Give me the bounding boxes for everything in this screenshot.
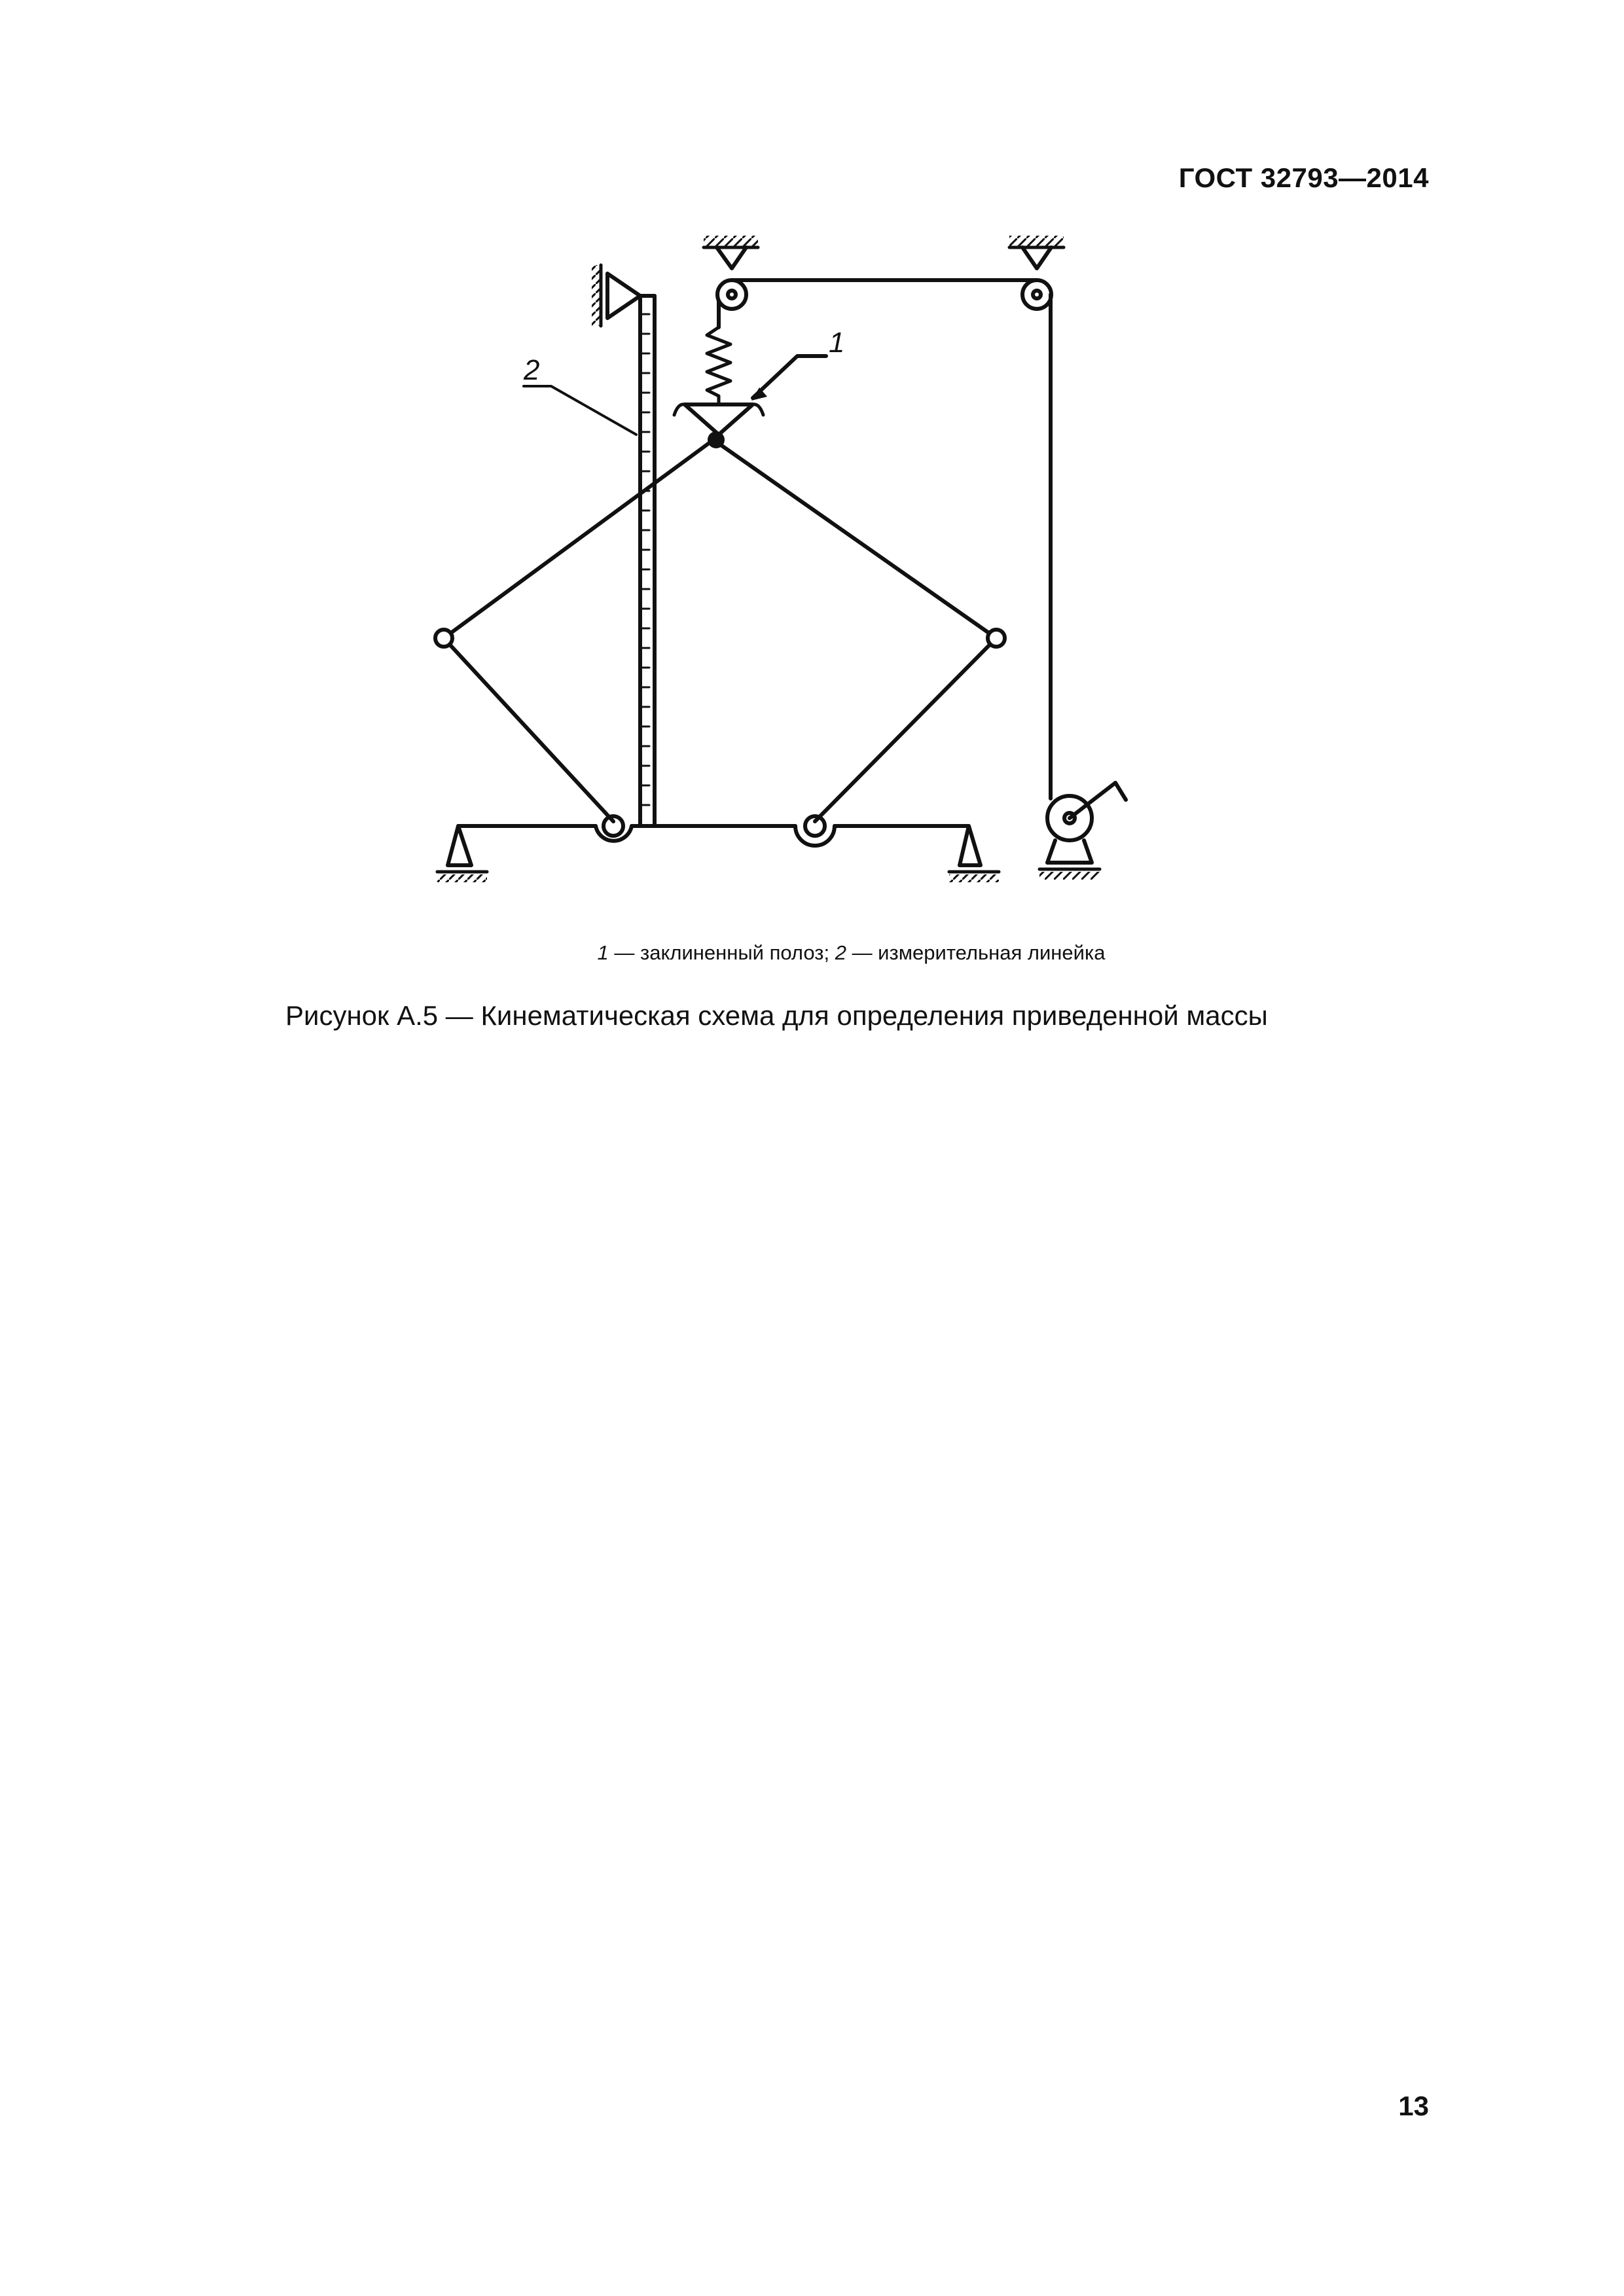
base-notch-left — [596, 826, 632, 841]
support-right — [960, 826, 981, 865]
arm-upper-right — [713, 440, 996, 638]
arm-upper-left — [444, 440, 713, 638]
hinge-right — [988, 630, 1005, 647]
callout-2: 2 — [524, 354, 540, 386]
wedged-runner — [685, 404, 753, 435]
pulley-right — [1022, 280, 1051, 309]
page-number: 13 — [1398, 2090, 1429, 2121]
legend-item1-number: 1 — [597, 941, 609, 964]
legend-item1-text: — заклиненный полоз; — [608, 941, 835, 964]
legend-item2-text: — измерительная линейка — [846, 941, 1106, 964]
legend-item2-number: 2 — [835, 941, 846, 964]
spring — [707, 327, 731, 404]
ruler-mount — [607, 274, 640, 318]
figure-legend — [0, 941, 1624, 965]
callout-1-leader — [753, 356, 826, 398]
figure-caption: Рисунок А.5 — Кинематическая схема для определения приведенной массы — [285, 1000, 1268, 1031]
kinematic-diagram — [0, 0, 1624, 916]
winch-stand — [1047, 840, 1092, 863]
hinge-left — [435, 630, 452, 647]
document-code: ГОСТ 32793—2014 — [1178, 162, 1429, 193]
callout-1: 1 — [829, 327, 845, 359]
arm-lower-right — [815, 638, 996, 821]
callout-2-leader — [524, 386, 636, 435]
support-left — [448, 826, 471, 865]
pulley-left — [717, 280, 746, 309]
apex-hinge — [708, 431, 725, 448]
arm-lower-left — [444, 638, 613, 821]
